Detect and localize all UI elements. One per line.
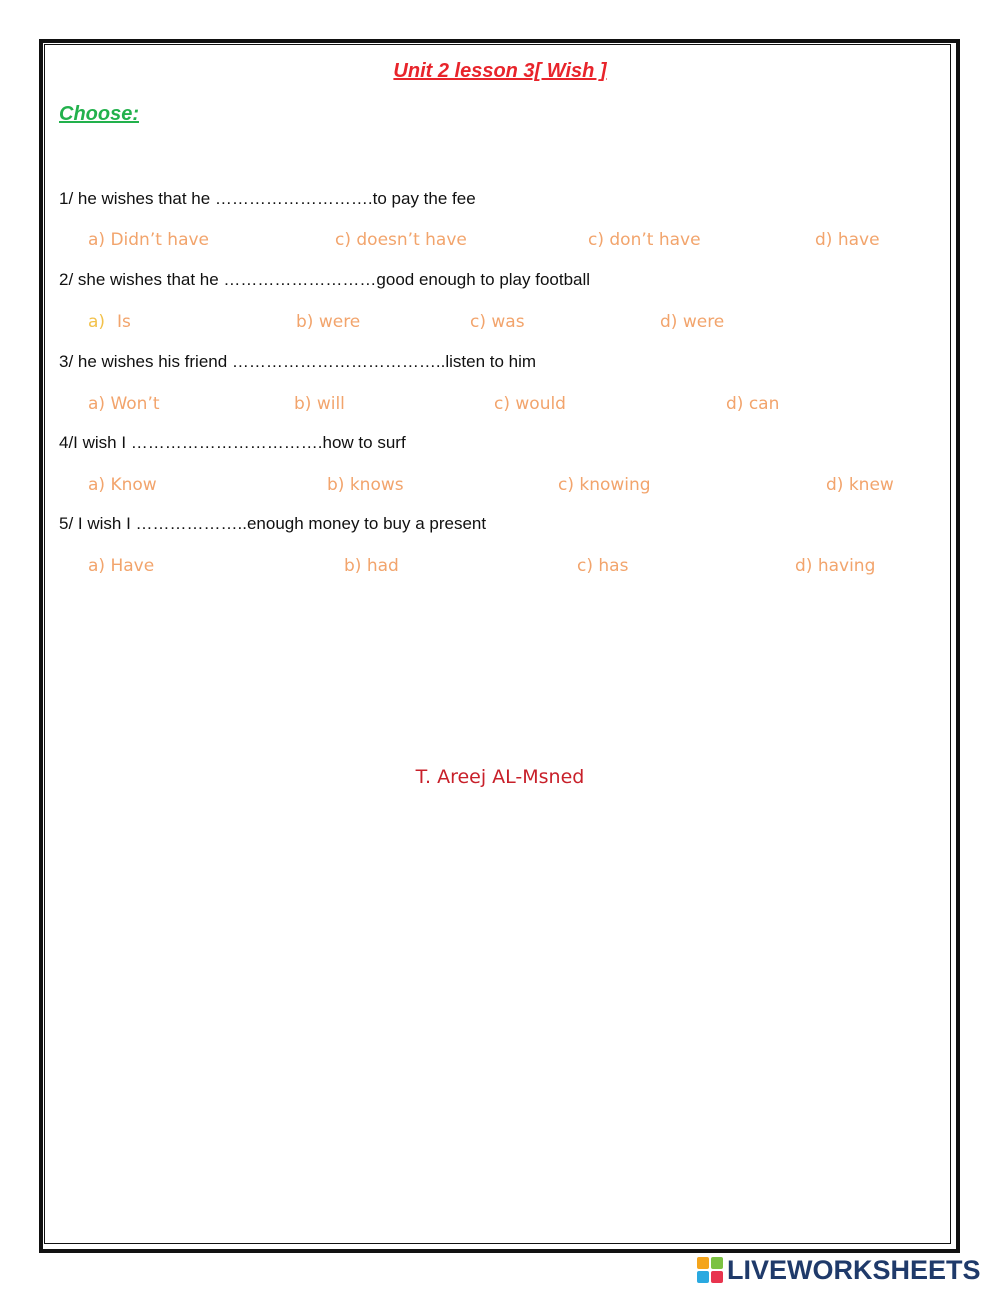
question-1: 1/ he wishes that he ……………………….to pay the fee: [59, 189, 476, 208]
question-2: 2/ she wishes that he ………………………good enough to play football: [59, 270, 591, 289]
question-3: 3/ he wishes his friend ………………………………..listen to him: [59, 352, 537, 371]
q3-option-b[interactable]: b) will: [294, 394, 345, 414]
logo-square-1: [697, 1257, 709, 1269]
logo-square-4: [711, 1271, 723, 1283]
liveworksheets-logo-icon: [697, 1257, 723, 1283]
q1-option-a[interactable]: a) Didn’t have: [88, 230, 210, 250]
question-5: 5/ I wish I ………………..enough money to buy a present: [59, 514, 487, 533]
q1-option-c[interactable]: c) don’t have: [588, 230, 701, 250]
q2-option-a[interactable]: Is: [117, 312, 131, 332]
worksheet-title: Unit 2 lesson 3[ Wish ]: [393, 60, 607, 82]
q3-option-a[interactable]: a) Won’t: [88, 394, 160, 414]
q4-option-a[interactable]: a) Know: [88, 475, 157, 495]
instruction-heading: Choose:: [59, 103, 139, 125]
q5-option-b[interactable]: b) had: [344, 556, 399, 576]
q3-option-d[interactable]: d) can: [726, 394, 780, 414]
liveworksheets-logo[interactable]: [697, 1255, 981, 1285]
q3-option-c[interactable]: c) would: [494, 394, 566, 414]
q2-option-a-marker: a): [88, 312, 106, 332]
question-4: 4/I wish I …………………………….how to surf: [59, 433, 406, 452]
page-border-inner: [44, 44, 951, 1244]
logo-square-3: [697, 1271, 709, 1283]
q2-option-d[interactable]: d) were: [660, 312, 725, 332]
q5-option-d[interactable]: d) having: [795, 556, 876, 576]
logo-square-2: [711, 1257, 723, 1269]
q4-option-d[interactable]: d) knew: [826, 475, 894, 495]
q4-option-b[interactable]: b) knows: [327, 475, 404, 495]
teacher-signature: T. Areej AL-Msned: [415, 766, 585, 788]
q5-option-a[interactable]: a) Have: [88, 556, 155, 576]
q1-option-b[interactable]: c) doesn’t have: [335, 230, 467, 250]
q2-option-c[interactable]: c) was: [470, 312, 525, 332]
q4-option-c[interactable]: c) knowing: [558, 475, 651, 495]
q1-option-d[interactable]: d) have: [815, 230, 880, 250]
liveworksheets-logo-text: LIVEWORKSHEETS: [727, 1254, 981, 1285]
q2-option-b[interactable]: b) were: [296, 312, 361, 332]
q5-option-c[interactable]: c) has: [577, 556, 629, 576]
